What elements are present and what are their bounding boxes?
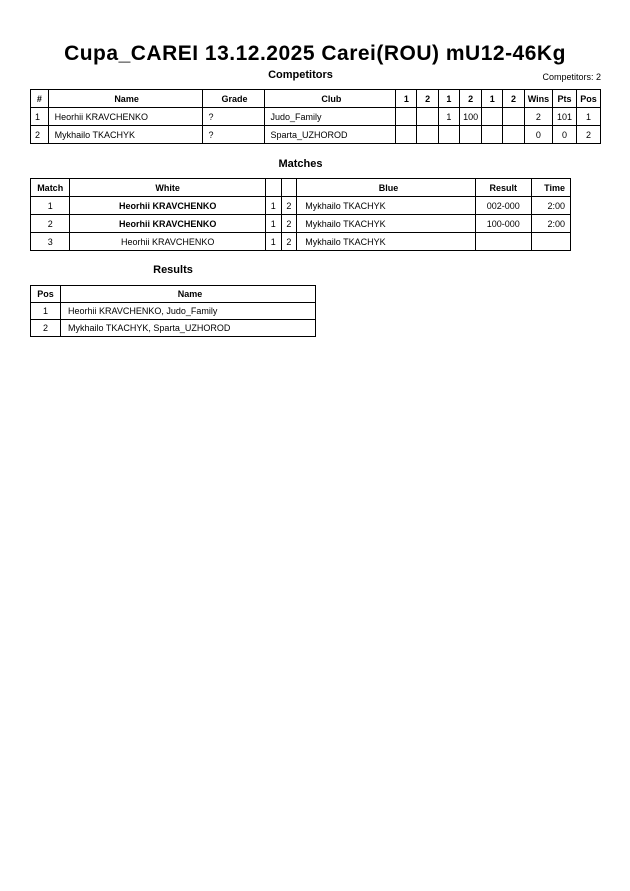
results-table xyxy=(30,285,316,337)
results-section-heading: Results xyxy=(153,264,193,276)
competitor-wins: 2 xyxy=(524,108,552,126)
match-number: 1 xyxy=(31,197,70,215)
competitors-table xyxy=(30,89,601,144)
table-row xyxy=(31,108,601,126)
result-name: Heorhii KRAVCHENKO, Judo_Family xyxy=(61,303,316,320)
competitor-number: 2 xyxy=(31,126,49,144)
competitors-header-row xyxy=(31,90,601,108)
competitor-score: 1 xyxy=(438,108,459,126)
column-header-pos: Pos xyxy=(31,286,61,303)
competitors-section-heading: Competitors xyxy=(268,69,333,81)
matches-table xyxy=(30,178,571,251)
matches-header-row xyxy=(31,179,571,197)
competitor-name: Mykhailo TKACHYK xyxy=(48,126,202,144)
match-blue-competitor: Mykhailo TKACHYK xyxy=(297,197,476,215)
competitor-score xyxy=(396,108,417,126)
column-header-score-3: 1 xyxy=(438,90,459,108)
competitor-score xyxy=(417,108,438,126)
match-number: 3 xyxy=(31,233,70,251)
competitor-score: 100 xyxy=(460,108,482,126)
result-position: 1 xyxy=(31,303,61,320)
matches-section-heading: Matches xyxy=(278,158,323,170)
competitor-number: 1 xyxy=(31,108,49,126)
competitors-count: Competitors: 2 xyxy=(542,72,601,82)
column-header-wins: Wins xyxy=(524,90,552,108)
result-name: Mykhailo TKACHYK, Sparta_UZHOROD xyxy=(61,320,316,337)
table-row xyxy=(31,197,571,215)
match-time: 2:00 xyxy=(531,197,570,215)
column-header-score-2: 2 xyxy=(417,90,438,108)
match-blue-competitor: Mykhailo TKACHYK xyxy=(297,233,476,251)
competitor-pos: 1 xyxy=(576,108,600,126)
results-header-row xyxy=(31,286,316,303)
column-header-result: Result xyxy=(475,179,531,197)
table-row xyxy=(31,320,316,337)
column-header-blue: Blue xyxy=(297,179,476,197)
column-header-white: White xyxy=(70,179,266,197)
table-row xyxy=(31,215,571,233)
column-header-name: Name xyxy=(61,286,316,303)
table-row xyxy=(31,126,601,144)
competitor-grade: ? xyxy=(202,126,264,144)
column-header-number: # xyxy=(31,90,49,108)
column-header-pts: Pts xyxy=(553,90,577,108)
competitor-grade: ? xyxy=(202,108,264,126)
match-result: 002-000 xyxy=(475,197,531,215)
column-header-club: Club xyxy=(264,90,396,108)
competitor-name: Heorhii KRAVCHENKO xyxy=(48,108,202,126)
match-white-score: 1 xyxy=(265,233,281,251)
match-blue-score: 2 xyxy=(281,233,297,251)
match-blue-score: 2 xyxy=(281,197,297,215)
match-white-competitor: Heorhii KRAVCHENKO xyxy=(70,233,266,251)
competitor-score xyxy=(438,126,459,144)
column-header-match: Match xyxy=(31,179,70,197)
result-position: 2 xyxy=(31,320,61,337)
competitor-pos: 2 xyxy=(576,126,600,144)
match-white-competitor: Heorhii KRAVCHENKO xyxy=(70,215,266,233)
match-white-score: 1 xyxy=(265,197,281,215)
column-header-score-1: 1 xyxy=(396,90,417,108)
table-row xyxy=(31,233,571,251)
competitor-score xyxy=(503,108,524,126)
match-white-score: 1 xyxy=(265,215,281,233)
column-header-pos: Pos xyxy=(576,90,600,108)
match-blue-competitor: Mykhailo TKACHYK xyxy=(297,215,476,233)
competitor-club: Sparta_UZHOROD xyxy=(264,126,396,144)
match-time xyxy=(531,233,570,251)
competitor-score xyxy=(482,108,503,126)
column-header-grade: Grade xyxy=(202,90,264,108)
column-header-score-6: 2 xyxy=(503,90,524,108)
competitor-score xyxy=(396,126,417,144)
competitor-club: Judo_Family xyxy=(264,108,396,126)
competitor-score xyxy=(417,126,438,144)
column-header-blue-score xyxy=(281,179,297,197)
page-title: Cupa_CAREI 13.12.2025 Carei(ROU) mU12-46Kg xyxy=(64,42,566,65)
competitor-pts: 0 xyxy=(553,126,577,144)
competitor-wins: 0 xyxy=(524,126,552,144)
match-white-competitor: Heorhii KRAVCHENKO xyxy=(70,197,266,215)
competitor-score xyxy=(482,126,503,144)
column-header-score-5: 1 xyxy=(482,90,503,108)
match-time: 2:00 xyxy=(531,215,570,233)
column-header-white-score xyxy=(265,179,281,197)
match-result xyxy=(475,233,531,251)
match-blue-score: 2 xyxy=(281,215,297,233)
competitor-pts: 101 xyxy=(553,108,577,126)
column-header-score-4: 2 xyxy=(460,90,482,108)
match-result: 100-000 xyxy=(475,215,531,233)
table-row xyxy=(31,303,316,320)
match-number: 2 xyxy=(31,215,70,233)
column-header-time: Time xyxy=(531,179,570,197)
competitor-score xyxy=(460,126,482,144)
column-header-name: Name xyxy=(48,90,202,108)
competitor-score xyxy=(503,126,524,144)
